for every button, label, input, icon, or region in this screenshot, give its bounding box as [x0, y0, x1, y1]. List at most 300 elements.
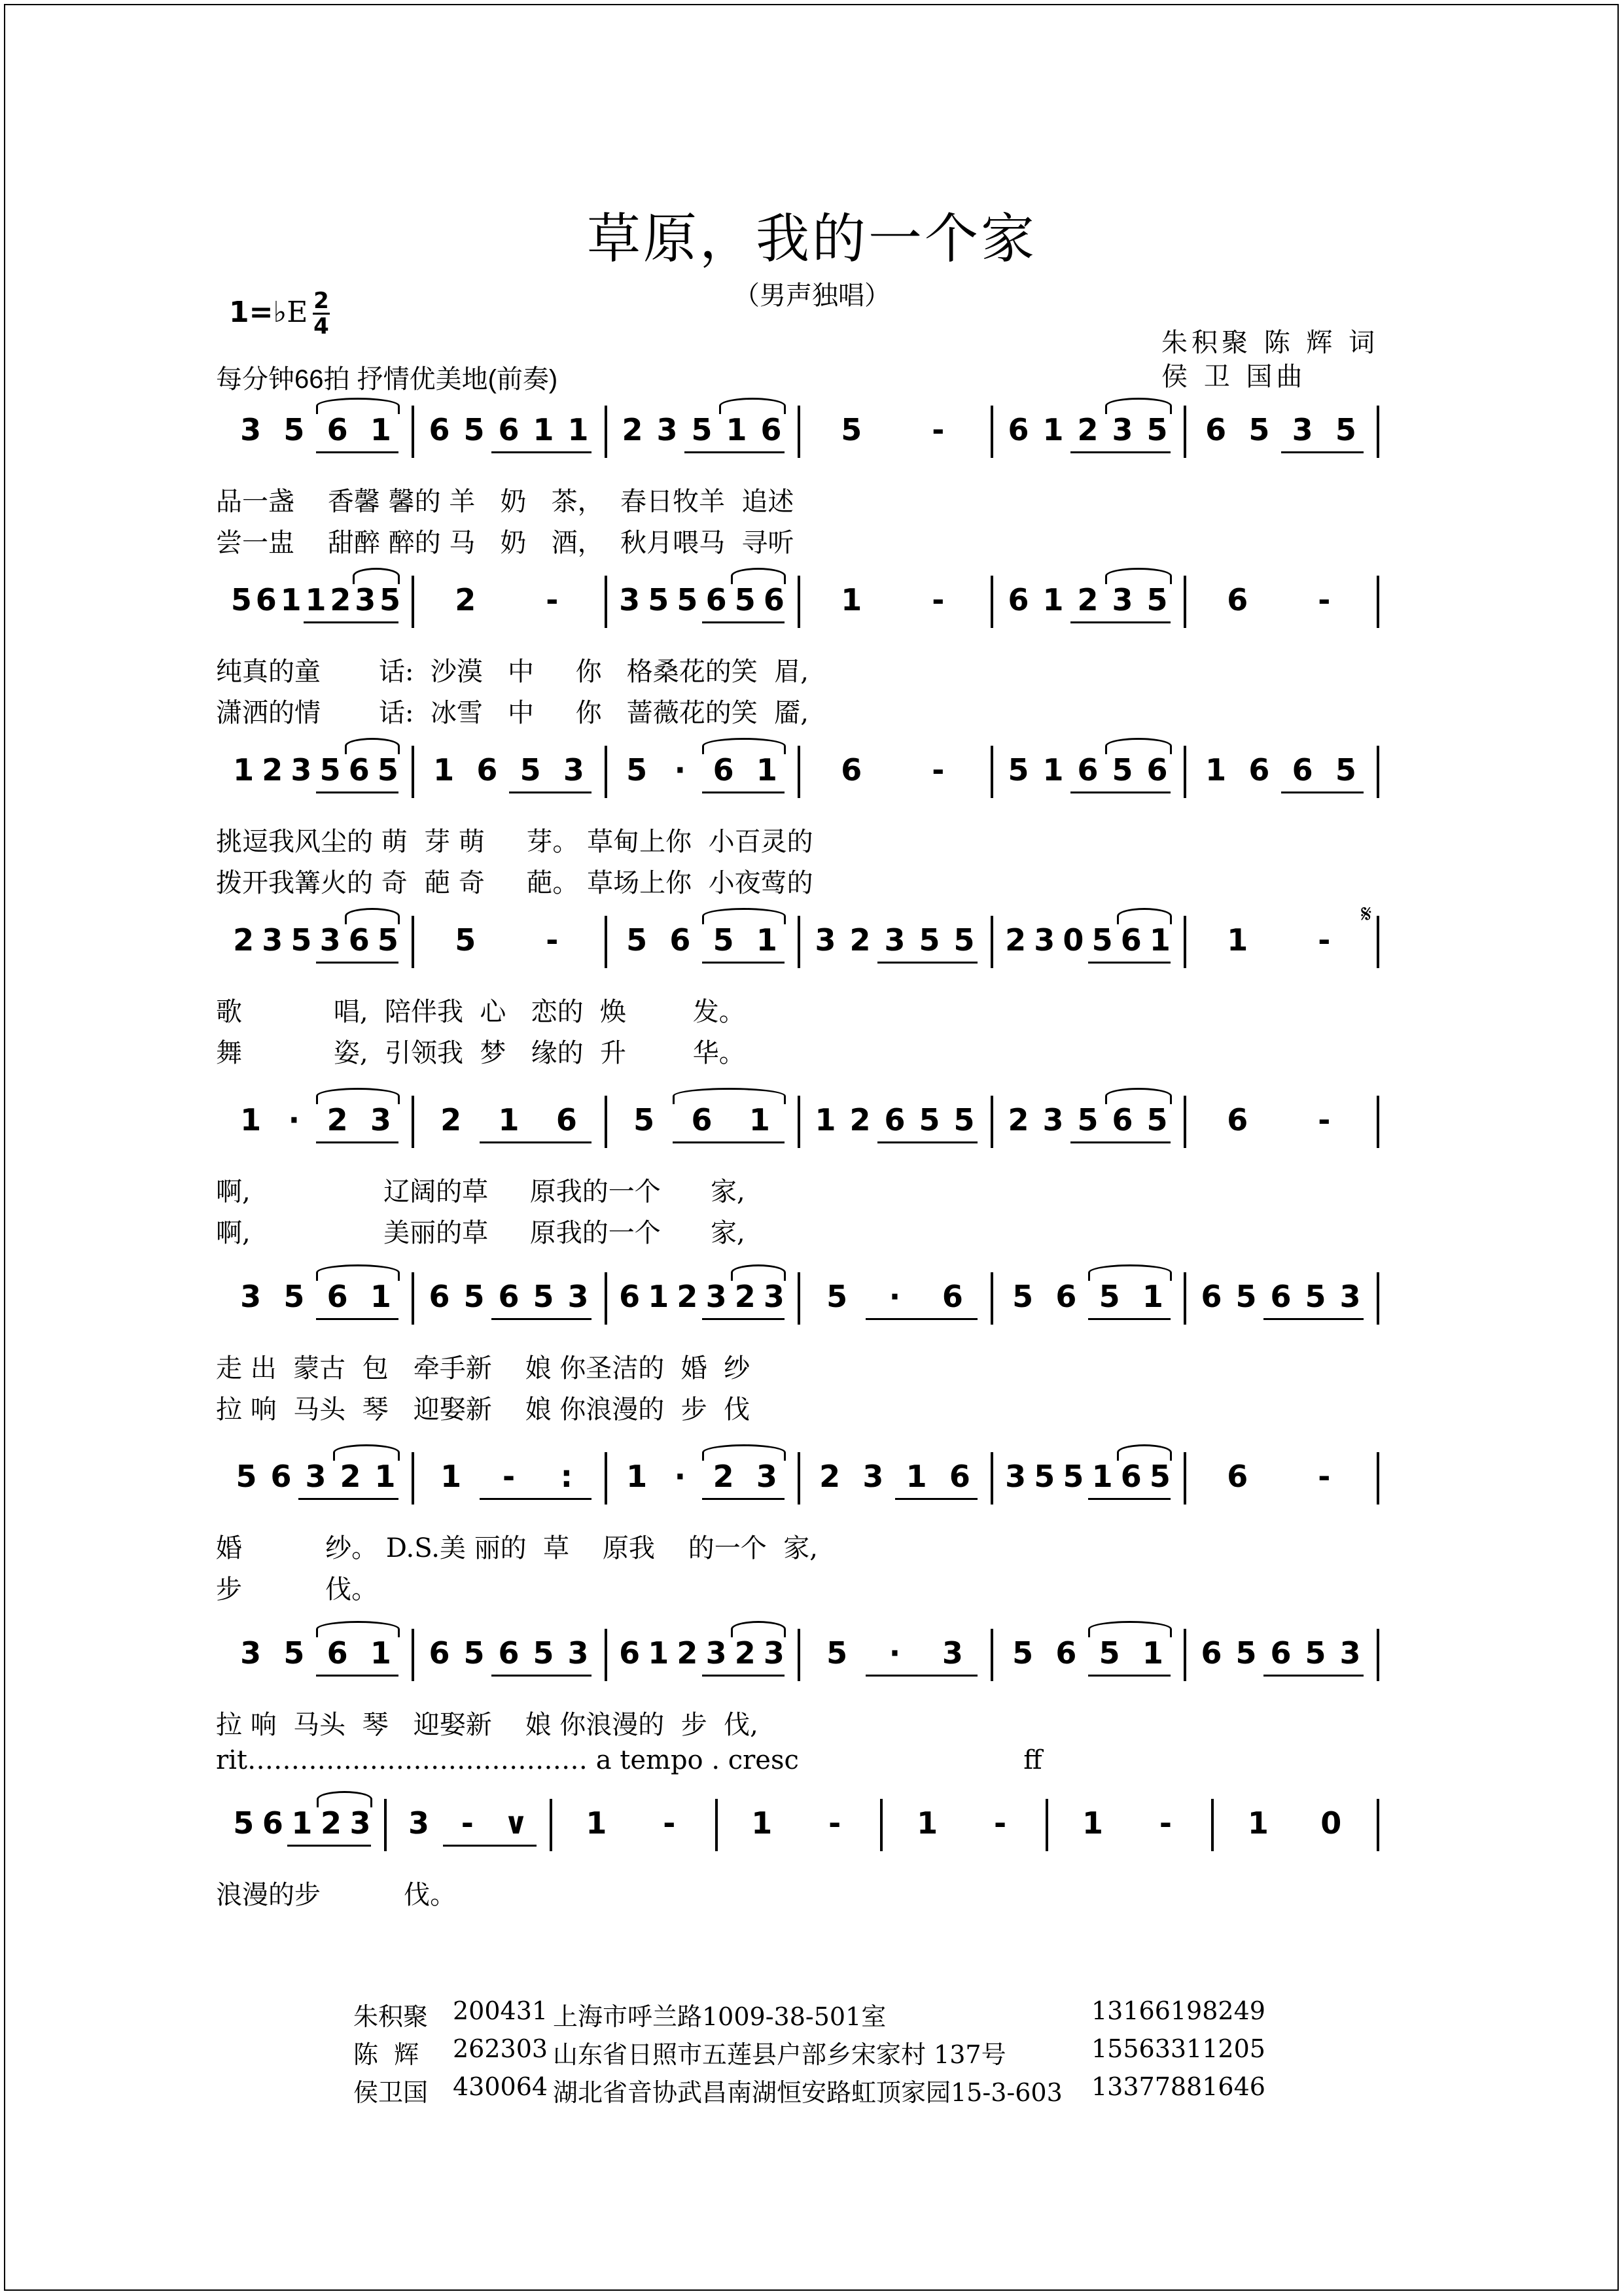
note: 6 — [713, 752, 734, 788]
note: 1 — [440, 1459, 462, 1494]
note: 6 — [669, 922, 691, 958]
slur — [1088, 1621, 1173, 1637]
key-prefix: 1= — [229, 296, 274, 329]
note: 3 — [1339, 1279, 1361, 1314]
beam-line — [491, 1318, 591, 1320]
note: 5 — [1146, 412, 1168, 447]
barline — [412, 1272, 414, 1325]
note: 1 — [1082, 1805, 1103, 1841]
note: 5 — [380, 582, 401, 617]
beam-line — [877, 1141, 978, 1143]
note: 6 — [1112, 1102, 1133, 1138]
note: 3 — [756, 1459, 777, 1494]
barline — [798, 1096, 800, 1148]
note: 6 — [942, 1279, 963, 1314]
note: 3 — [705, 1279, 727, 1314]
note: 5 — [463, 412, 485, 447]
note: 3 — [619, 582, 641, 617]
note: 5 — [319, 752, 341, 788]
note: 1 — [626, 1459, 648, 1494]
beam-line — [480, 1141, 591, 1143]
note: 5 — [377, 922, 398, 958]
slur — [333, 1444, 400, 1461]
barline — [550, 1799, 552, 1851]
note: 5 — [1235, 1279, 1257, 1314]
note: 6 — [884, 1102, 906, 1138]
note: : — [560, 1459, 573, 1494]
beam-line — [491, 451, 591, 453]
barline — [798, 1452, 800, 1505]
barline — [605, 406, 607, 458]
note: 5 — [919, 922, 940, 958]
note: 6 — [556, 1102, 577, 1138]
barline — [1184, 746, 1186, 798]
barline — [1184, 576, 1186, 628]
note: 3 — [319, 922, 341, 958]
note: - — [994, 1805, 1007, 1841]
slur — [1117, 1444, 1172, 1461]
note: 1 — [841, 582, 862, 617]
barline — [384, 1799, 387, 1851]
note: 1 — [756, 922, 777, 958]
note: 6 — [1008, 412, 1029, 447]
note: 1 — [370, 412, 391, 447]
note: 3 — [349, 1805, 371, 1841]
beam-line — [1263, 1675, 1364, 1677]
barline — [605, 576, 607, 628]
slur — [1117, 908, 1172, 924]
beam-line — [702, 791, 785, 793]
slur — [1105, 1088, 1172, 1104]
note: 6 — [760, 412, 782, 447]
note: - — [546, 922, 559, 958]
note: 5 — [230, 582, 252, 617]
note: 5 — [1248, 412, 1270, 447]
lyrics-verse-2: 步 伐。 — [216, 1574, 378, 1605]
barline — [412, 746, 414, 798]
note: 1 — [433, 752, 455, 788]
barline — [991, 1452, 993, 1505]
contact-phone: 13166198249 — [1091, 1996, 1265, 2025]
beam-line — [702, 1318, 785, 1320]
beam-line — [316, 1675, 399, 1677]
note: 6 — [705, 582, 727, 617]
beam-line — [287, 1845, 371, 1847]
barline — [605, 746, 607, 798]
note: 3 — [355, 582, 376, 617]
beam-line — [304, 621, 398, 623]
barline — [991, 1272, 993, 1325]
key-note: E — [287, 296, 308, 329]
note: 6 — [255, 582, 277, 617]
barline — [715, 1799, 718, 1851]
note: 0 — [1320, 1805, 1342, 1841]
note: 6 — [1248, 752, 1270, 788]
note: 6 — [841, 752, 862, 788]
note: 1 — [1149, 922, 1171, 958]
note: 1 — [291, 1805, 313, 1841]
note: 3 — [763, 1279, 785, 1314]
note: 5 — [1077, 1102, 1099, 1138]
note: 3 — [563, 752, 584, 788]
beam-line — [509, 791, 592, 793]
contact-zip: 200431 — [453, 1996, 548, 2025]
note: 5 — [520, 752, 541, 788]
note: 6 — [429, 1635, 450, 1671]
note: 3 — [1034, 922, 1055, 958]
note: 1 — [1227, 922, 1248, 958]
lyrics-verse-1: 品一盏 香馨 馨的 羊 奶 茶， 春日牧羊 追述 — [216, 487, 794, 517]
note: 6 — [327, 1279, 348, 1314]
barline — [412, 1452, 414, 1505]
barline — [1184, 406, 1186, 458]
beam-line — [702, 1498, 785, 1500]
barline — [991, 576, 993, 628]
lyrics-verse-2: 尝一盅 甜醉 醉的 马 奶 酒， 秋月喂马 寻听 — [216, 528, 794, 558]
slur — [345, 738, 400, 754]
note: 2 — [849, 922, 871, 958]
note: 3 — [305, 1459, 327, 1494]
beam-line — [673, 1141, 785, 1143]
note: 5 — [633, 1102, 655, 1138]
barline — [1377, 406, 1379, 458]
note: 5 — [1091, 922, 1113, 958]
note: 3 — [884, 922, 906, 958]
contact-name: 陈 辉 — [353, 2040, 419, 2069]
lyrics-verse-2: 潇洒的情 话: 冰雪 中 你 蔷薇花的笑 靥, — [216, 698, 809, 728]
note: 1 — [1247, 1805, 1269, 1841]
note: 3 — [240, 412, 262, 447]
note: 3 — [567, 1635, 589, 1671]
note: 5 — [1012, 1635, 1034, 1671]
note: 3 — [1042, 1102, 1064, 1138]
note: - — [1159, 1805, 1172, 1841]
lyrics-verse-1: 啊, 辽阔的草 原我的一个 家, — [216, 1177, 745, 1207]
barline — [1211, 1799, 1214, 1851]
note: 5 — [826, 1635, 848, 1671]
barline — [1377, 1452, 1379, 1505]
note: 3 — [763, 1635, 785, 1671]
note: 5 — [841, 412, 862, 447]
barline — [605, 1272, 607, 1325]
note: 1 — [1091, 1459, 1113, 1494]
note: 2 — [849, 1102, 871, 1138]
lyricists-credit: 朱积聚 陈 辉 词 — [1161, 328, 1379, 358]
beam-line — [480, 1498, 591, 1500]
beam-line — [1281, 791, 1364, 793]
slur — [702, 1444, 786, 1461]
note: - — [1318, 1459, 1331, 1494]
note: 5 — [455, 922, 476, 958]
note: · — [674, 752, 686, 788]
note: 5 — [236, 1459, 257, 1494]
note: 3 — [240, 1635, 262, 1671]
note: · — [889, 1279, 901, 1314]
beam-line — [895, 1498, 978, 1500]
barline — [605, 916, 607, 968]
note: 1 — [233, 752, 255, 788]
note: 2 — [340, 1459, 361, 1494]
note: 2 — [440, 1102, 462, 1138]
note: 5 — [626, 752, 648, 788]
note: 6 — [1120, 922, 1142, 958]
note: - — [932, 582, 945, 617]
note: - — [932, 752, 945, 788]
key-flat: ♭ — [273, 296, 287, 329]
note: 2 — [1008, 1102, 1029, 1138]
note: 1 — [533, 412, 554, 447]
note: 6 — [348, 922, 370, 958]
contact-name: 侯卫国 — [353, 2078, 429, 2107]
note: 5 — [533, 1635, 554, 1671]
slur — [316, 1621, 400, 1637]
time-top: 2 — [313, 288, 329, 314]
slur — [719, 398, 786, 414]
song-subtitle: （男声独唱） — [733, 281, 891, 311]
beam-line — [491, 1675, 591, 1677]
note: 6 — [1201, 1279, 1222, 1314]
song-title: 草原，我的一个家 — [586, 208, 1037, 270]
note: ∨ — [503, 1805, 529, 1841]
note: 1 — [586, 1805, 607, 1841]
barline — [1184, 1452, 1186, 1505]
contact-address: 湖北省音协武昌南湖恒安路虹顶家园15-3-603 — [553, 2078, 1063, 2107]
barline — [798, 1272, 800, 1325]
note: 5 — [677, 582, 698, 617]
beam-line — [702, 962, 785, 964]
note: 6 — [619, 1635, 641, 1671]
note: 5 — [1034, 1459, 1055, 1494]
barline — [412, 576, 414, 628]
beam-line — [684, 451, 785, 453]
note: 1 — [726, 412, 747, 447]
note: 3 — [705, 1635, 727, 1671]
note: 6 — [1270, 1635, 1292, 1671]
lyrics-verse-1: 浪漫的步 伐。 — [216, 1880, 457, 1910]
time-signature — [313, 289, 330, 338]
note: 5 — [1012, 1279, 1034, 1314]
note: 5 — [1146, 582, 1168, 617]
barline — [1377, 1272, 1379, 1325]
note: 1 — [498, 1102, 520, 1138]
slur — [673, 1088, 786, 1104]
lyrics-verse-1: 拉 响 马头 琴 迎娶新 娘 你浪漫的 步 伐, — [216, 1710, 758, 1740]
note: 6 — [1227, 1459, 1248, 1494]
barline — [991, 916, 993, 968]
barline — [880, 1799, 883, 1851]
slur — [731, 568, 786, 584]
barline — [1377, 1799, 1379, 1851]
barline — [798, 916, 800, 968]
note: 6 — [763, 582, 785, 617]
note: 6 — [498, 412, 520, 447]
note: 6 — [348, 752, 370, 788]
note: 3 — [1112, 412, 1133, 447]
lyrics-verse-2: 拨开我篝火的 奇 葩 奇 葩。 草场上你 小夜莺的 — [216, 868, 813, 898]
note: 1 — [749, 1102, 770, 1138]
slur — [316, 398, 400, 414]
note: 2 — [819, 1459, 841, 1494]
note: 2 — [734, 1635, 756, 1671]
note: - — [1318, 582, 1331, 617]
note: 2 — [262, 752, 283, 788]
note: 6 — [327, 412, 348, 447]
contact-zip: 262303 — [453, 2034, 548, 2063]
key-signature — [229, 288, 329, 339]
note: 3 — [408, 1805, 429, 1841]
barline — [605, 1629, 607, 1681]
note: 5 — [1099, 1279, 1120, 1314]
beam-line — [1263, 1318, 1364, 1320]
note: 6 — [1077, 752, 1099, 788]
note: 5 — [953, 922, 975, 958]
beam-line — [443, 1845, 537, 1847]
note: 1 — [305, 582, 327, 617]
barline — [605, 1452, 607, 1505]
slur — [1105, 568, 1172, 584]
barline — [1377, 1629, 1379, 1681]
note: 1 — [648, 1279, 669, 1314]
lyrics-verse-1: 纯真的童 话: 沙漠 中 你 格桑花的笑 眉, — [216, 657, 809, 687]
note: 2 — [327, 1102, 348, 1138]
note: 3 — [1112, 582, 1133, 617]
lyrics-verse-2: 啊, 美丽的草 原我的一个 家, — [216, 1218, 745, 1248]
beam-line — [316, 791, 399, 793]
note: 5 — [1305, 1279, 1326, 1314]
beam-line — [1088, 1675, 1171, 1677]
barline — [1184, 1629, 1186, 1681]
note: 3 — [815, 922, 836, 958]
note: 6 — [1146, 752, 1168, 788]
note: 6 — [476, 752, 498, 788]
note: 5 — [691, 412, 713, 447]
note: 1 — [374, 1459, 396, 1494]
note: - — [502, 1459, 516, 1494]
barline — [412, 406, 414, 458]
note: 1 — [648, 1635, 669, 1671]
note: 1 — [917, 1805, 938, 1841]
note: 1 — [1142, 1279, 1163, 1314]
note: 5 — [1305, 1635, 1326, 1671]
beam-line — [702, 621, 785, 623]
barline — [798, 746, 800, 798]
note: 3 — [1005, 1459, 1027, 1494]
lyrics-verse-1: 婚 纱。 D.S.美 丽的 草 原我 的一个 家, — [216, 1533, 818, 1563]
note: 6 — [498, 1279, 520, 1314]
note: 3 — [942, 1635, 963, 1671]
note: 6 — [270, 1459, 292, 1494]
lyrics-verse-1: 走 出 蒙古 包 牵手新 娘 你圣洁的 婚 纱 — [216, 1353, 750, 1383]
beam-line — [316, 1318, 399, 1320]
contact-name: 朱积聚 — [353, 2002, 429, 2031]
barline — [412, 1629, 414, 1681]
barline — [798, 406, 800, 458]
note: 6 — [1055, 1279, 1077, 1314]
beam-line — [1070, 791, 1171, 793]
note: 6 — [1270, 1279, 1292, 1314]
note: - — [828, 1805, 841, 1841]
barline — [1184, 916, 1186, 968]
note: 3 — [262, 922, 283, 958]
barline — [1377, 746, 1379, 798]
note: 6 — [1201, 1635, 1222, 1671]
note: 1 — [1042, 582, 1064, 617]
note: 1 — [370, 1279, 391, 1314]
slur — [702, 908, 786, 924]
note: 5 — [919, 1102, 940, 1138]
note: 5 — [233, 1805, 255, 1841]
note: 5 — [283, 1279, 305, 1314]
slur — [1088, 1264, 1173, 1281]
lyrics-verse-1: 歌 唱, 陪伴我 心 恋的 焕 发。 — [216, 997, 745, 1027]
lyrics-verse-1: 挑逗我风尘的 萌 芽 萌 芽。 草甸上你 小百灵的 — [216, 827, 813, 857]
beam-line — [1088, 1498, 1171, 1500]
beam-line — [702, 1675, 785, 1677]
note: 5 — [1335, 752, 1356, 788]
composer-credit: 侯 卫 国曲 — [1161, 362, 1307, 392]
note: 5 — [463, 1279, 485, 1314]
note: 0 — [1063, 922, 1084, 958]
beam-line — [866, 1318, 978, 1320]
beam-line — [1070, 1141, 1171, 1143]
barline — [605, 1096, 607, 1148]
note: 5 — [283, 412, 305, 447]
beam-line — [1070, 451, 1171, 453]
note: 5 — [1235, 1635, 1257, 1671]
note: 5 — [1112, 752, 1133, 788]
note: 6 — [1292, 752, 1313, 788]
note: 1 — [756, 752, 777, 788]
note: 5 — [1149, 1459, 1171, 1494]
note: 5 — [648, 582, 669, 617]
lyrics-verse-2: rit………………………………… a tempo . cresc ff — [216, 1745, 1042, 1775]
note: 6 — [1008, 582, 1029, 617]
note: 1 — [1205, 752, 1227, 788]
barline — [798, 576, 800, 628]
lyrics-verse-2: 拉 响 马头 琴 迎娶新 娘 你浪漫的 步 伐 — [216, 1395, 750, 1425]
note: 1 — [1142, 1635, 1163, 1671]
note: 5 — [463, 1635, 485, 1671]
note: 5 — [377, 752, 398, 788]
slur — [317, 1791, 372, 1807]
note: - — [1318, 922, 1331, 958]
slur — [731, 1621, 786, 1637]
beam-line — [316, 1141, 399, 1143]
note: 3 — [656, 412, 678, 447]
note: 3 — [567, 1279, 589, 1314]
note: · — [288, 1102, 300, 1138]
note: 5 — [1146, 1102, 1168, 1138]
note: - — [546, 582, 559, 617]
note: 2 — [1005, 922, 1027, 958]
note: 2 — [622, 412, 643, 447]
note: 2 — [677, 1279, 698, 1314]
note: 5 — [826, 1279, 848, 1314]
note: 5 — [734, 582, 756, 617]
note: 3 — [370, 1102, 391, 1138]
note: 3 — [1292, 412, 1313, 447]
note: 1 — [751, 1805, 773, 1841]
beam-line — [866, 1675, 978, 1677]
barline — [991, 1629, 993, 1681]
note: 2 — [1077, 412, 1099, 447]
note: 2 — [677, 1635, 698, 1671]
note: - — [932, 412, 945, 447]
barline — [1377, 916, 1379, 968]
slur — [316, 1264, 400, 1281]
note: 5 — [283, 1635, 305, 1671]
beam-line — [1281, 451, 1364, 453]
